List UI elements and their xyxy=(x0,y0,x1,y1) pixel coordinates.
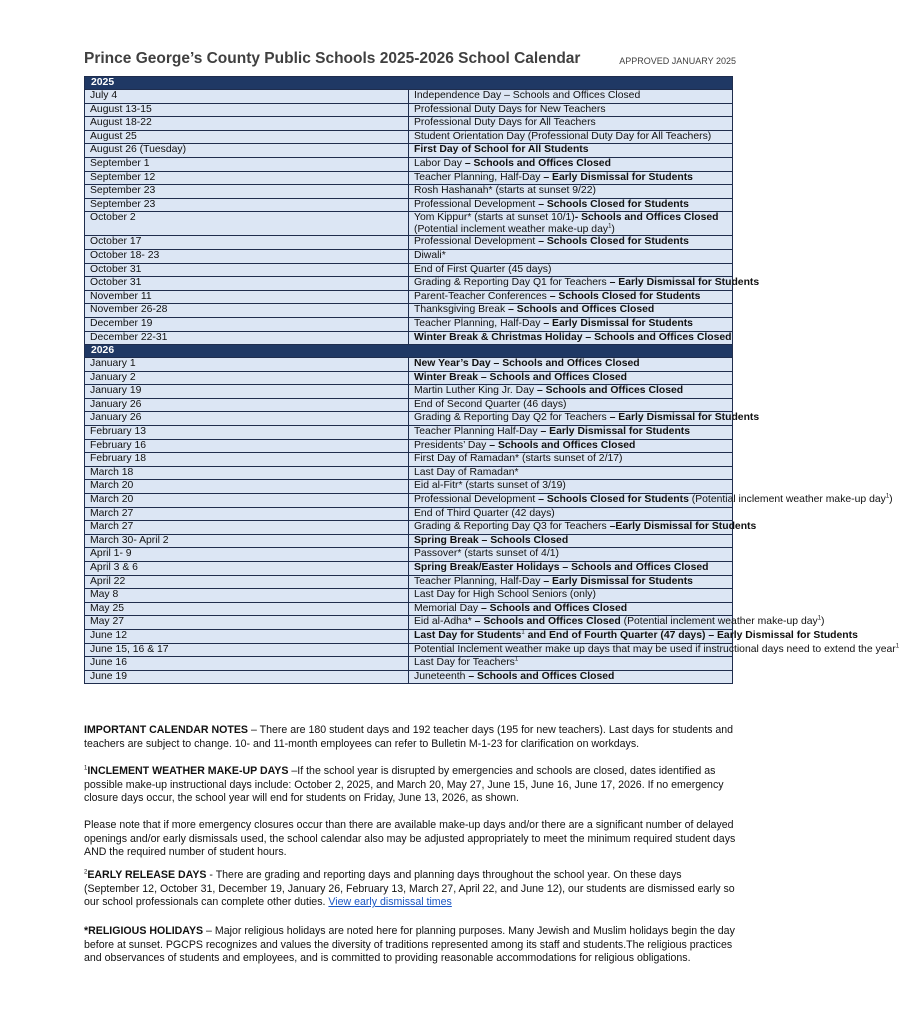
bold-text: – Schools and Offices Closed xyxy=(474,616,621,628)
text-run: Professional Development xyxy=(414,198,539,210)
text-run: Professional Development xyxy=(414,494,539,506)
event-description xyxy=(409,263,733,277)
event-date: October 2 xyxy=(85,212,409,236)
event-description xyxy=(409,466,733,480)
text-run: Diwali* xyxy=(414,249,446,261)
event-date: August 26 (Tuesday) xyxy=(85,144,409,158)
event-date: October 18- 23 xyxy=(85,249,409,263)
table-row xyxy=(85,249,733,263)
bold-text: – Schools and Offices Closed xyxy=(468,670,615,682)
event-date: May 8 xyxy=(85,589,409,603)
event-date: September 23 xyxy=(85,185,409,199)
bold-text: – Schools and Offices Closed xyxy=(508,304,655,316)
note-paragraph xyxy=(84,724,736,751)
bold-text: and End of Fourth Quarter (47 days) – Early Dismissal for Students xyxy=(524,629,858,641)
event-description xyxy=(409,615,825,630)
text-run: Martin Luther King Jr. Day xyxy=(414,385,538,397)
event-date: March 20 xyxy=(85,480,409,494)
event-description xyxy=(409,534,733,548)
event-date: May 25 xyxy=(85,602,409,616)
footnote-marker: 1 xyxy=(84,765,88,772)
table-row xyxy=(85,144,733,158)
event-date: January 26 xyxy=(85,398,409,412)
table-row xyxy=(85,480,733,494)
table-row xyxy=(85,385,733,399)
table-row xyxy=(85,117,733,131)
bold-text: *RELIGIOUS HOLIDAYS xyxy=(84,925,204,937)
event-date: July 4 xyxy=(85,90,409,104)
table-row xyxy=(85,602,733,616)
text-run: Professional Duty Days for New Teachers xyxy=(414,103,606,115)
event-date: December 19 xyxy=(85,317,409,331)
table-row xyxy=(85,412,733,426)
table-row xyxy=(85,629,733,643)
text-run: (Potential inclement weather make-up day xyxy=(414,223,609,235)
table-row xyxy=(85,548,733,562)
event-description xyxy=(409,157,733,171)
footnote-marker: 2 xyxy=(84,869,88,876)
event-description xyxy=(409,171,733,185)
footnote-marker: 1 xyxy=(514,656,519,663)
event-date: October 31 xyxy=(85,277,409,291)
bold-text: – Schools Closed for Students xyxy=(549,290,701,302)
event-description xyxy=(409,657,733,671)
text-run: – Major religious holidays are noted here for planning purposes. Many Jewish and Muslim holidays begin the day before at sunset. PGCPS recognizes and values the diversity of traditions represented among its staff and students.The religious practices and observances of students and employees, and is committed to providing reasonable accommodations for religious obligations. xyxy=(84,925,735,965)
table-row xyxy=(85,185,733,199)
text-run: Student Orientation Day (Professional Duty Day for All Teachers) xyxy=(414,130,712,142)
bold-text: – Schools Closed for Students xyxy=(538,494,689,506)
event-description xyxy=(409,317,733,331)
event-description xyxy=(409,412,760,426)
bold-text: – Early Dismissal for Students xyxy=(609,277,760,289)
table-row xyxy=(85,439,733,453)
event-description xyxy=(409,249,733,263)
bold-text: Spring Break – Schools Closed xyxy=(414,534,569,546)
event-description xyxy=(409,602,733,616)
text-run: Presidents’ Day xyxy=(414,439,490,451)
event-description xyxy=(409,90,733,104)
bold-text: – Early Dismissal for Students xyxy=(609,412,760,424)
text-run: Teacher Planning, Half-Day xyxy=(414,317,544,329)
year-header-row xyxy=(85,77,733,90)
event-date: November 11 xyxy=(85,290,409,304)
text-run: - There are grading and reporting days and planning days throughout the school year. On these days (September 12, October 31, December 19, January 26, February 13, March 27, April 22, and June 12), our students are dismissed early so our school professionals can complete other duties. xyxy=(84,869,735,909)
year-header-row xyxy=(85,345,733,358)
table-row xyxy=(85,426,733,440)
text-run: Passover* (starts sunset of 4/1) xyxy=(414,548,559,560)
table-row xyxy=(85,534,733,548)
event-date: November 26-28 xyxy=(85,304,409,318)
event-date: February 13 xyxy=(85,426,409,440)
event-date: March 20 xyxy=(85,494,409,508)
table-row xyxy=(85,466,733,480)
text-run: Thanksgiving Break xyxy=(414,304,509,316)
bold-text: EARLY RELEASE DAYS xyxy=(87,869,207,881)
bold-text: – Schools and Offices Closed xyxy=(489,439,636,451)
text-run: ) xyxy=(821,616,825,628)
table-row xyxy=(85,562,733,576)
table-row xyxy=(85,103,733,117)
text-run: Rosh Hashanah* (starts at sunset 9/22) xyxy=(414,185,596,197)
text-run: End of Third Quarter (42 days) xyxy=(414,507,555,519)
bold-text: – Schools Closed for Students xyxy=(538,198,689,210)
table-row xyxy=(85,198,733,212)
event-date: October 31 xyxy=(85,263,409,277)
text-run: Professional Duty Days for All Teachers xyxy=(414,117,596,129)
text-run: Last Day for Teachers xyxy=(414,657,515,669)
text-run: End of Second Quarter (46 days) xyxy=(414,398,567,410)
bold-text: – Schools and Offices Closed xyxy=(464,157,611,169)
event-date: January 1 xyxy=(85,358,409,372)
event-date: September 12 xyxy=(85,171,409,185)
event-date: February 18 xyxy=(85,453,409,467)
event-date: January 2 xyxy=(85,371,409,385)
event-description xyxy=(409,198,733,212)
table-row xyxy=(85,521,733,535)
page-header xyxy=(84,50,736,74)
event-date: April 1- 9 xyxy=(85,548,409,562)
event-description xyxy=(409,371,733,385)
footnote-marker: 1 xyxy=(817,615,822,622)
note-paragraph xyxy=(84,869,736,910)
text-run: ) xyxy=(611,223,615,235)
event-description xyxy=(409,144,733,158)
text-run: Labor Day xyxy=(414,157,465,169)
table-row xyxy=(85,90,733,104)
text-run: Grading & Reporting Day Q2 for Teachers xyxy=(414,412,610,424)
event-date: March 18 xyxy=(85,466,409,480)
bold-text: – Schools Closed for Students xyxy=(538,236,689,248)
calendar-table xyxy=(84,76,899,684)
bold-text: – Schools and Offices Closed xyxy=(480,602,628,614)
text-run: Last Day for High School Seniors (only) xyxy=(414,589,596,601)
table-row xyxy=(85,507,733,521)
bold-text: Winter Break – Schools and Offices Closed xyxy=(414,371,627,383)
table-row xyxy=(85,358,733,372)
event-description xyxy=(409,548,733,562)
event-description xyxy=(409,331,733,345)
table-row xyxy=(85,575,733,589)
text-run: Last Day of Ramadan* xyxy=(414,466,519,478)
event-date: April 22 xyxy=(85,575,409,589)
bold-text: - Schools and Offices Closed xyxy=(574,212,719,224)
table-row xyxy=(85,236,733,250)
bold-text: Winter Break & Christmas Holiday – Schools and Offices Closed xyxy=(414,331,732,343)
event-description xyxy=(409,277,760,291)
bold-text: – Early Dismissal for Students xyxy=(540,426,691,438)
event-description xyxy=(409,629,858,643)
event-description xyxy=(409,304,733,318)
text-run: (Potential inclement weather make-up day xyxy=(620,616,818,628)
event-description xyxy=(409,398,733,412)
table-row xyxy=(85,212,733,236)
bold-text: INCLEMENT WEATHER MAKE-UP DAYS xyxy=(87,765,289,777)
event-date: August 18-22 xyxy=(85,117,409,131)
bold-text: IMPORTANT CALENDAR NOTES xyxy=(84,724,249,736)
table-row xyxy=(85,670,733,684)
event-date: April 3 & 6 xyxy=(85,562,409,576)
year-label: 2026 xyxy=(85,345,733,358)
event-description xyxy=(409,643,899,657)
text-run: (Potential inclement weather make-up day xyxy=(688,494,886,506)
event-date: June 19 xyxy=(85,670,409,684)
table-row xyxy=(85,398,733,412)
text-run: Grading & Reporting Day Q1 for Teachers xyxy=(414,277,610,289)
bold-text: –Early Dismissal for Students xyxy=(609,521,757,533)
event-description xyxy=(409,453,733,467)
event-description xyxy=(409,589,733,603)
footnote-marker: 1 xyxy=(608,223,612,230)
event-description xyxy=(409,185,733,199)
table-row xyxy=(85,304,733,318)
table-row xyxy=(85,616,733,630)
note-paragraph xyxy=(84,925,736,966)
text-run: Teacher Planning Half-Day xyxy=(414,426,541,438)
event-date: March 27 xyxy=(85,507,409,521)
event-date: May 27 xyxy=(85,616,409,630)
bold-text: – Early Dismissal for Students xyxy=(543,317,693,329)
event-date: June 16 xyxy=(85,657,409,671)
text-run: – There are 180 student days and 192 teacher days (195 for new teachers). Last days for students and teachers are subject to change. 10- and 11-month employees can refer to Bulletin M-1-23 for clarification on workdays. xyxy=(84,724,734,750)
event-description xyxy=(409,290,733,304)
event-description xyxy=(409,236,733,250)
event-description xyxy=(409,130,733,144)
year-label: 2025 xyxy=(85,77,733,90)
table-row xyxy=(85,171,733,185)
event-date: December 22-31 xyxy=(85,331,409,345)
bold-text: – Schools and Offices Closed xyxy=(537,385,684,397)
bold-text: – Early Dismissal for Students xyxy=(543,171,693,183)
text-run: –If the school year is disrupted by emergencies and schools are closed, dates identified as possible make-up instructional days include: October 2, 2025, and March 20, May 27, June 15, June 16, June 17, 2026. If no emergency closure days occur, the school year will end for students on Friday, June 13, 2026, as shown. xyxy=(84,765,724,805)
text-run: Potential Inclement weather make up days that may be used if instructional days need to extend the year xyxy=(414,643,896,655)
event-description xyxy=(409,575,733,589)
event-description xyxy=(409,562,733,576)
bold-text: Spring Break/Easter Holidays – Schools and Offices Closed xyxy=(414,562,709,573)
text-run: Eid al-Fitr* (starts sunset of 3/19) xyxy=(414,480,566,492)
table-row xyxy=(85,494,733,508)
table-row xyxy=(85,371,733,385)
table-row xyxy=(85,130,733,144)
event-description xyxy=(409,426,733,440)
footnote-marker: 1 xyxy=(895,643,899,650)
text-run: Independence Day – Schools and Offices Closed xyxy=(414,90,641,101)
bold-text: – Early Dismissal for Students xyxy=(543,575,693,587)
text-run: Juneteenth xyxy=(414,670,469,682)
text-run: Grading & Reporting Day Q3 for Teachers xyxy=(414,521,610,533)
table-row xyxy=(85,643,733,657)
text-run: First Day of Ramadan* (starts sunset of 2/17) xyxy=(414,453,623,465)
text-run: ) xyxy=(889,494,893,506)
note-paragraph xyxy=(84,765,736,806)
table-row xyxy=(85,589,733,603)
event-description xyxy=(409,117,733,131)
event-date: September 23 xyxy=(85,198,409,212)
event-date: June 12 xyxy=(85,629,409,643)
table-row xyxy=(85,657,733,671)
table-row xyxy=(85,157,733,171)
text-run: Yom Kippur* (starts at sunset 10/1) xyxy=(414,212,575,224)
table-row xyxy=(85,331,733,345)
event-date: September 1 xyxy=(85,157,409,171)
event-date: October 17 xyxy=(85,236,409,250)
event-description xyxy=(409,439,733,453)
event-description xyxy=(409,493,893,508)
text-run: Teacher Planning, Half-Day xyxy=(414,171,544,183)
event-description xyxy=(409,521,757,535)
event-description xyxy=(409,507,733,521)
text-run: Teacher Planning, Half-Day xyxy=(414,575,544,587)
event-description xyxy=(409,358,733,372)
text-run: End of First Quarter (45 days) xyxy=(414,263,552,275)
table-row xyxy=(85,263,733,277)
event-date: February 16 xyxy=(85,439,409,453)
event-description xyxy=(409,103,733,117)
bold-text: Last Day for Students xyxy=(414,629,522,641)
footnote-marker: 1 xyxy=(885,493,890,500)
text-run: Eid al-Adha* xyxy=(414,616,475,628)
event-date: August 13-15 xyxy=(85,103,409,117)
early-dismissal-link[interactable]: View early dismissal times xyxy=(328,896,452,909)
table-row xyxy=(85,277,733,291)
event-description xyxy=(409,385,733,399)
event-date: August 25 xyxy=(85,130,409,144)
table-row xyxy=(85,290,733,304)
note-paragraph xyxy=(84,819,736,860)
event-date: March 27 xyxy=(85,521,409,535)
table-row xyxy=(85,317,733,331)
event-date: January 26 xyxy=(85,412,409,426)
text-run: Memorial Day xyxy=(414,602,481,614)
event-description xyxy=(409,670,733,684)
bold-text: New Year’s Day – Schools and Offices Closed xyxy=(414,358,640,370)
footnote-marker: 1 xyxy=(521,629,525,636)
event-date: June 15, 16 & 17 xyxy=(85,643,409,657)
event-description xyxy=(409,212,733,236)
event-date: March 30- April 2 xyxy=(85,534,409,548)
text-run: Professional Development xyxy=(414,236,539,248)
approval-label: APPROVED JANUARY 2025 xyxy=(619,56,736,66)
event-date: January 19 xyxy=(85,385,409,399)
page-title: Prince George’s County Public Schools 2025-2026 School Calendar xyxy=(84,50,581,67)
text-run: Please note that if more emergency closures occur than there are available make-up days and/or there are a significant number of delayed openings and/or early dismissals used, the school calendar also may be adjusted appropriately to meet the minimum required student days AND the required number of student hours. xyxy=(84,819,736,859)
bold-text: First Day of School for All Students xyxy=(414,144,589,156)
event-description xyxy=(409,480,733,494)
table-row xyxy=(85,453,733,467)
text-run: Parent-Teacher Conferences xyxy=(414,290,550,302)
